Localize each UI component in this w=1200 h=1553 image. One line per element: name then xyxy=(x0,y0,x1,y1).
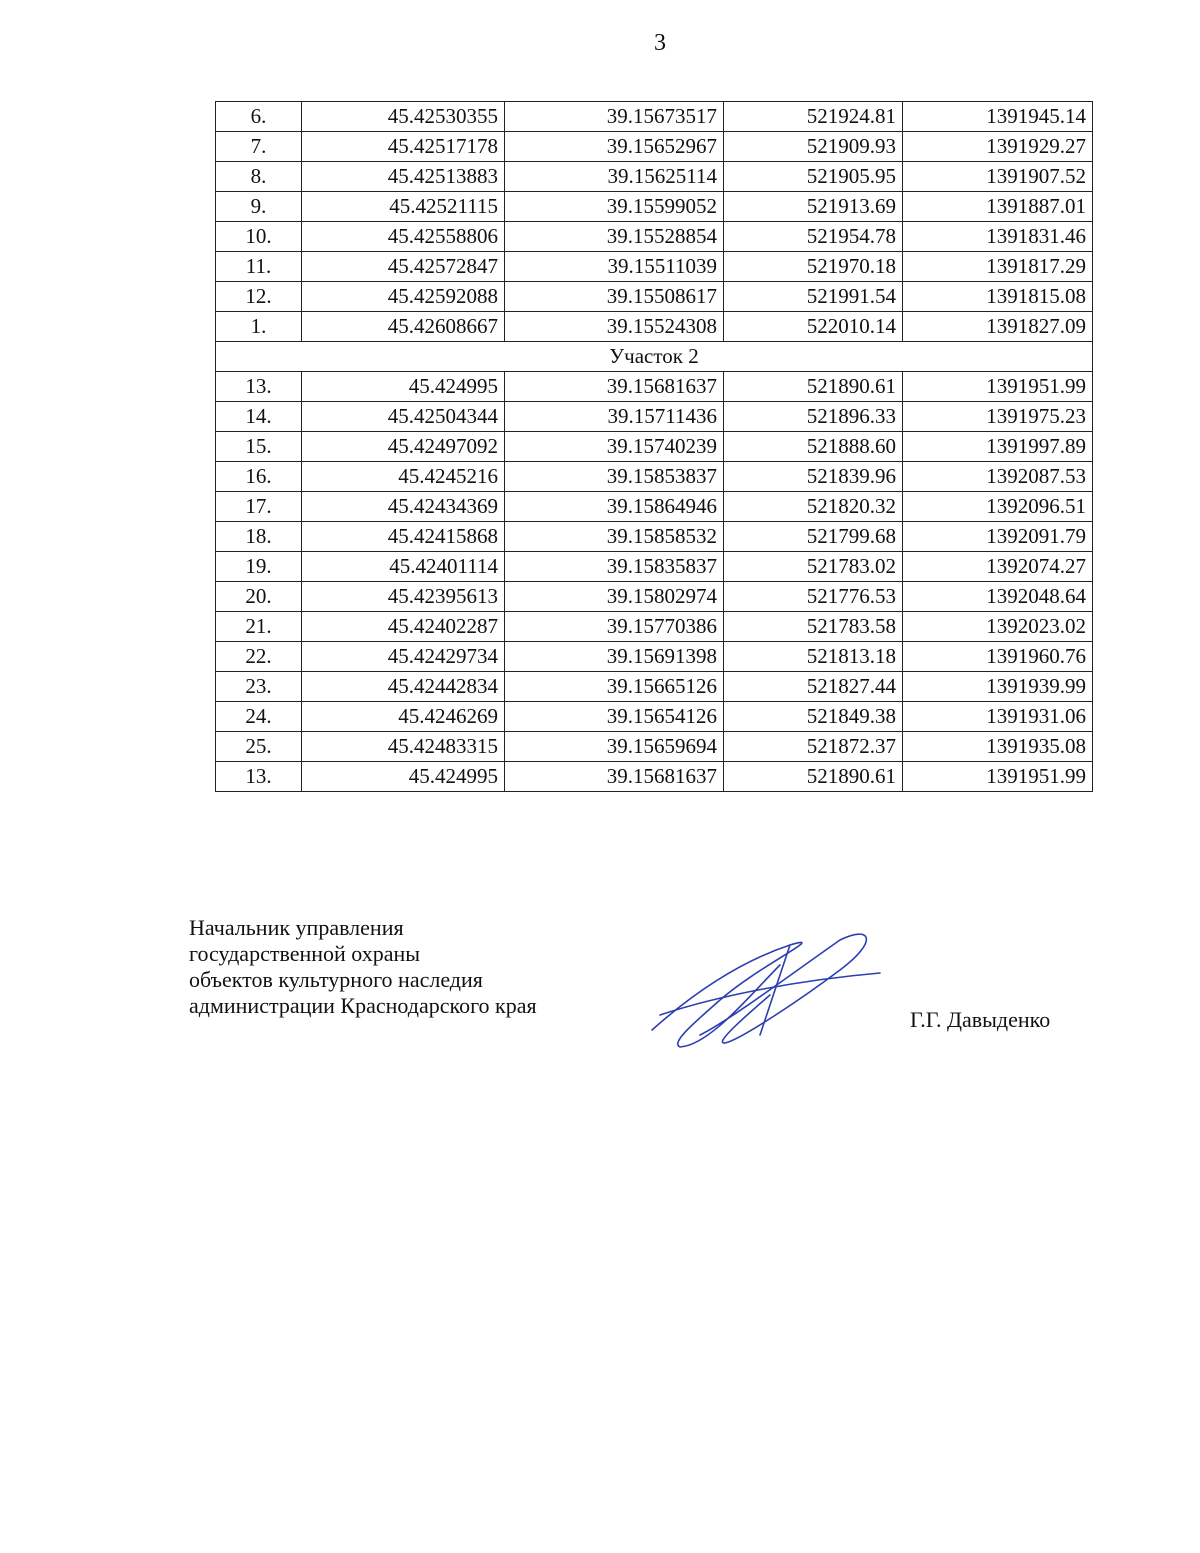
coord-x-cell: 521820.32 xyxy=(724,492,903,522)
page-number: 3 xyxy=(654,30,666,56)
coord-y-cell: 1391935.08 xyxy=(903,732,1093,762)
table-row xyxy=(216,492,1093,522)
coord-y-cell: 1391951.99 xyxy=(903,762,1093,792)
coord-y-cell: 1391997.89 xyxy=(903,432,1093,462)
coord-y-cell: 1392023.02 xyxy=(903,612,1093,642)
table-row xyxy=(216,522,1093,552)
coord-y-cell: 1392074.27 xyxy=(903,552,1093,582)
coordinates-table-body xyxy=(216,102,1093,792)
latitude-cell: 45.42483315 xyxy=(302,732,505,762)
position-line-2: государственной охраны xyxy=(189,941,421,966)
coord-x-cell: 521991.54 xyxy=(724,282,903,312)
table-row xyxy=(216,672,1093,702)
coord-x-cell: 521839.96 xyxy=(724,462,903,492)
point-number-cell: 7. xyxy=(216,132,302,162)
longitude-cell: 39.15511039 xyxy=(505,252,724,282)
latitude-cell: 45.42513883 xyxy=(302,162,505,192)
table-row xyxy=(216,402,1093,432)
table-row xyxy=(216,312,1093,342)
latitude-cell: 45.42442834 xyxy=(302,672,505,702)
longitude-cell: 39.15625114 xyxy=(505,162,724,192)
longitude-cell: 39.15740239 xyxy=(505,432,724,462)
longitude-cell: 39.15681637 xyxy=(505,372,724,402)
coord-y-cell: 1391945.14 xyxy=(903,102,1093,132)
longitude-cell: 39.15802974 xyxy=(505,582,724,612)
signature-stroke-2 xyxy=(700,934,866,1043)
table-row xyxy=(216,552,1093,582)
longitude-cell: 39.15673517 xyxy=(505,102,724,132)
signature-block xyxy=(189,915,537,1019)
coord-x-cell: 521970.18 xyxy=(724,252,903,282)
latitude-cell: 45.424995 xyxy=(302,372,505,402)
point-number-cell: 6. xyxy=(216,102,302,132)
coord-x-cell: 521888.60 xyxy=(724,432,903,462)
signer-name: Г.Г. Давыденко xyxy=(910,1007,1051,1032)
table-row xyxy=(216,252,1093,282)
coord-x-cell: 521872.37 xyxy=(724,732,903,762)
signature-stroke-3 xyxy=(660,973,880,1015)
coord-x-cell: 521783.02 xyxy=(724,552,903,582)
coord-x-cell: 521849.38 xyxy=(724,702,903,732)
point-number-cell: 20. xyxy=(216,582,302,612)
longitude-cell: 39.15665126 xyxy=(505,672,724,702)
longitude-cell: 39.15711436 xyxy=(505,402,724,432)
latitude-cell: 45.42572847 xyxy=(302,252,505,282)
coord-x-cell: 521783.58 xyxy=(724,612,903,642)
point-number-cell: 1. xyxy=(216,312,302,342)
latitude-cell: 45.42558806 xyxy=(302,222,505,252)
coord-x-cell: 521776.53 xyxy=(724,582,903,612)
signature-stroke-4 xyxy=(760,945,790,1035)
longitude-cell: 39.15691398 xyxy=(505,642,724,672)
coord-x-cell: 521896.33 xyxy=(724,402,903,432)
coord-y-cell: 1391960.76 xyxy=(903,642,1093,672)
coord-y-cell: 1392048.64 xyxy=(903,582,1093,612)
coord-x-cell: 521924.81 xyxy=(724,102,903,132)
point-number-cell: 11. xyxy=(216,252,302,282)
coord-x-cell: 521913.69 xyxy=(724,192,903,222)
coord-x-cell: 522010.14 xyxy=(724,312,903,342)
point-number-cell: 17. xyxy=(216,492,302,522)
coord-y-cell: 1391931.06 xyxy=(903,702,1093,732)
latitude-cell: 45.4245216 xyxy=(302,462,505,492)
longitude-cell: 39.15864946 xyxy=(505,492,724,522)
longitude-cell: 39.15659694 xyxy=(505,732,724,762)
point-number-cell: 14. xyxy=(216,402,302,432)
coord-x-cell: 521827.44 xyxy=(724,672,903,702)
latitude-cell: 45.42530355 xyxy=(302,102,505,132)
point-number-cell: 21. xyxy=(216,612,302,642)
table-row xyxy=(216,642,1093,672)
latitude-cell: 45.42434369 xyxy=(302,492,505,522)
latitude-cell: 45.42504344 xyxy=(302,402,505,432)
point-number-cell: 13. xyxy=(216,762,302,792)
table-row xyxy=(216,432,1093,462)
coord-x-cell: 521890.61 xyxy=(724,372,903,402)
point-number-cell: 9. xyxy=(216,192,302,222)
coordinates-table xyxy=(215,101,1093,792)
point-number-cell: 15. xyxy=(216,432,302,462)
longitude-cell: 39.15599052 xyxy=(505,192,724,222)
position-line-1: Начальник управления xyxy=(189,915,404,940)
coord-x-cell: 521909.93 xyxy=(724,132,903,162)
position-line-3: объектов культурного наследия xyxy=(189,967,483,992)
table-row xyxy=(216,462,1093,492)
table-row xyxy=(216,762,1093,792)
signature-stroke-1 xyxy=(652,942,802,1047)
table-row xyxy=(216,132,1093,162)
coord-y-cell: 1391815.08 xyxy=(903,282,1093,312)
point-number-cell: 8. xyxy=(216,162,302,192)
coord-y-cell: 1391831.46 xyxy=(903,222,1093,252)
table-row xyxy=(216,192,1093,222)
coord-y-cell: 1391907.52 xyxy=(903,162,1093,192)
latitude-cell: 45.42521115 xyxy=(302,192,505,222)
table-row xyxy=(216,372,1093,402)
coord-y-cell: 1391827.09 xyxy=(903,312,1093,342)
coord-x-cell: 521799.68 xyxy=(724,522,903,552)
longitude-cell: 39.15652967 xyxy=(505,132,724,162)
coord-y-cell: 1391939.99 xyxy=(903,672,1093,702)
coord-y-cell: 1392096.51 xyxy=(903,492,1093,522)
latitude-cell: 45.42402287 xyxy=(302,612,505,642)
point-number-cell: 25. xyxy=(216,732,302,762)
table-row xyxy=(216,102,1093,132)
longitude-cell: 39.15858532 xyxy=(505,522,724,552)
longitude-cell: 39.15853837 xyxy=(505,462,724,492)
latitude-cell: 45.4246269 xyxy=(302,702,505,732)
handwritten-signature xyxy=(640,925,890,1055)
coord-y-cell: 1391975.23 xyxy=(903,402,1093,432)
coord-x-cell: 521905.95 xyxy=(724,162,903,192)
table-row xyxy=(216,222,1093,252)
table-row xyxy=(216,162,1093,192)
coord-y-cell: 1391817.29 xyxy=(903,252,1093,282)
longitude-cell: 39.15524308 xyxy=(505,312,724,342)
coord-x-cell: 521890.61 xyxy=(724,762,903,792)
longitude-cell: 39.15654126 xyxy=(505,702,724,732)
point-number-cell: 13. xyxy=(216,372,302,402)
latitude-cell: 45.42517178 xyxy=(302,132,505,162)
coord-x-cell: 521954.78 xyxy=(724,222,903,252)
table-row xyxy=(216,582,1093,612)
point-number-cell: 16. xyxy=(216,462,302,492)
point-number-cell: 10. xyxy=(216,222,302,252)
position-line-4: администрации Краснодарского края xyxy=(189,993,537,1018)
longitude-cell: 39.15681637 xyxy=(505,762,724,792)
longitude-cell: 39.15835837 xyxy=(505,552,724,582)
table-row xyxy=(216,702,1093,732)
table-row xyxy=(216,732,1093,762)
longitude-cell: 39.15508617 xyxy=(505,282,724,312)
coord-y-cell: 1392087.53 xyxy=(903,462,1093,492)
point-number-cell: 18. xyxy=(216,522,302,552)
table-row xyxy=(216,612,1093,642)
point-number-cell: 24. xyxy=(216,702,302,732)
table-row xyxy=(216,282,1093,312)
coord-x-cell: 521813.18 xyxy=(724,642,903,672)
latitude-cell: 45.42415868 xyxy=(302,522,505,552)
latitude-cell: 45.42429734 xyxy=(302,642,505,672)
latitude-cell: 45.42592088 xyxy=(302,282,505,312)
section-title: Участок 2 xyxy=(216,342,1093,372)
coord-y-cell: 1391887.01 xyxy=(903,192,1093,222)
latitude-cell: 45.42395613 xyxy=(302,582,505,612)
latitude-cell: 45.42497092 xyxy=(302,432,505,462)
longitude-cell: 39.15528854 xyxy=(505,222,724,252)
latitude-cell: 45.424995 xyxy=(302,762,505,792)
coord-y-cell: 1391929.27 xyxy=(903,132,1093,162)
point-number-cell: 12. xyxy=(216,282,302,312)
point-number-cell: 23. xyxy=(216,672,302,702)
point-number-cell: 19. xyxy=(216,552,302,582)
section-row xyxy=(216,342,1093,372)
longitude-cell: 39.15770386 xyxy=(505,612,724,642)
coord-y-cell: 1392091.79 xyxy=(903,522,1093,552)
latitude-cell: 45.42401114 xyxy=(302,552,505,582)
latitude-cell: 45.42608667 xyxy=(302,312,505,342)
point-number-cell: 22. xyxy=(216,642,302,672)
coord-y-cell: 1391951.99 xyxy=(903,372,1093,402)
